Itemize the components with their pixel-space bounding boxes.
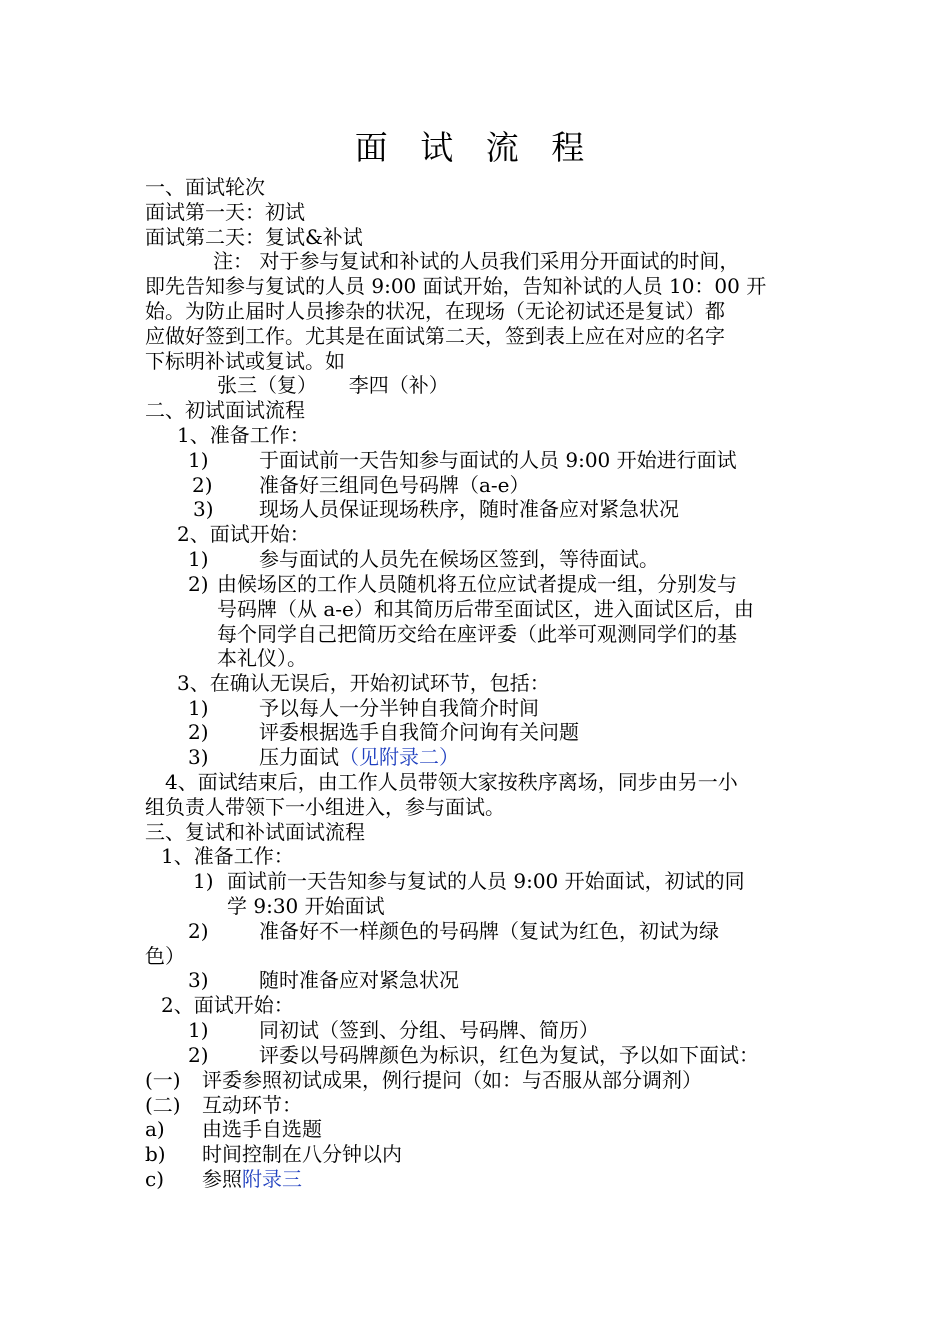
note-line-1: 注： 对于参与复试和补试的人员我们采用分开面试的时间， <box>213 249 740 273</box>
sign-in-example: 张三（复） 李四（补） <box>217 373 449 397</box>
s2-prep-item1-number: 1) <box>188 448 209 472</box>
s2-start-heading: 2、面试开始： <box>177 522 310 546</box>
s2-prep-item2-number: 2) <box>192 473 213 497</box>
s3-prep-item3-number: 3) <box>188 968 209 992</box>
s2-initial-item3-text: 压力面试 <box>259 745 339 769</box>
s2-start-item2-line1: 由候场区的工作人员随机将五位应试者提成一组，分别发与 <box>217 572 737 596</box>
section3-heading: 三、复试和补试面试流程 <box>145 820 365 844</box>
s3-sub2-number: (二) <box>145 1093 181 1117</box>
s2-initial-item3-number: 3) <box>188 745 209 769</box>
s3-sub2-a-letter: a) <box>145 1117 165 1141</box>
appendix2-link[interactable]: （见附录二） <box>339 745 459 769</box>
section2-heading: 二、初试面试流程 <box>145 398 305 422</box>
note-line-3: 始。为防止届时人员掺杂的状况，在现场（无论初试还是复试）都 <box>145 299 725 323</box>
s3-prep-item1-number: 1) <box>193 869 214 893</box>
s3-prep-item2-line2: 色） <box>145 944 185 968</box>
s2-initial-item2-text: 评委根据选手自我简介问询有关问题 <box>259 720 579 744</box>
note-line-4: 应做好签到工作。尤其是在面试第二天，签到表上应在对应的名字 <box>145 324 725 348</box>
s3-sub2-c <box>202 1167 302 1191</box>
s3-sub2-c-text: 参照 <box>202 1167 242 1191</box>
s2-prep-heading: 1、准备工作： <box>177 423 310 447</box>
s3-start-item2-number: 2) <box>188 1043 209 1067</box>
s2-initial-item1-number: 1) <box>188 696 209 720</box>
s3-start-heading: 2、面试开始： <box>161 993 294 1017</box>
s2-start-item2-line3: 每个同学自己把简历交给在座评委（此举可观测同学们的基 <box>217 622 737 646</box>
document-title: 面 试 流 程 <box>354 128 596 167</box>
s2-initial-item1-text: 予以每人一分半钟自我简介时间 <box>259 696 539 720</box>
appendix3-link[interactable]: 附录三 <box>242 1167 302 1191</box>
s3-prep-item2-line1: 准备好不一样颜色的号码牌（复试为红色，初试为绿 <box>259 919 719 943</box>
note-line-5: 下标明补试或复试。如 <box>145 349 345 373</box>
section1-heading: 一、面试轮次 <box>145 175 265 199</box>
s2-initial-heading: 3、在确认无误后，开始初试环节，包括： <box>177 671 550 695</box>
s3-sub2-text: 互动环节： <box>202 1093 302 1117</box>
day2-text: 面试第二天：复试&补试 <box>145 225 363 249</box>
s2-prep-item2-text: 准备好三组同色号码牌（a-e） <box>259 473 530 497</box>
s3-sub2-c-letter: c) <box>145 1167 165 1191</box>
s2-prep-item3-text: 现场人员保证现场秩序，随时准备应对紧急状况 <box>259 497 679 521</box>
s3-prep-item3-text: 随时准备应对紧急状况 <box>259 968 459 992</box>
s2-end-line1: 4、面试结束后，由工作人员带领大家按秩序离场，同步由另一小 <box>165 770 738 794</box>
s3-sub2-b-text: 时间控制在八分钟以内 <box>202 1142 402 1166</box>
s3-start-item1-number: 1) <box>188 1018 209 1042</box>
s2-end-line2: 组负责人带领下一小组进入，参与面试。 <box>145 795 505 819</box>
s3-sub1-text: 评委参照初试成果，例行提问（如：与否服从部分调剂） <box>202 1068 702 1092</box>
s3-sub2-b-letter: b) <box>145 1142 166 1166</box>
s3-sub1-number: (一) <box>145 1068 181 1092</box>
day1-text: 面试第一天：初试 <box>145 200 305 224</box>
s3-prep-heading: 1、准备工作： <box>161 844 294 868</box>
s2-start-item1-text: 参与面试的人员先在候场区签到，等待面试。 <box>259 547 659 571</box>
s2-start-item2-line2: 号码牌（从 a-e）和其简历后带至面试区，进入面试区后，由 <box>217 597 754 621</box>
s3-start-item2-text: 评委以号码牌颜色为标识，红色为复试，予以如下面试： <box>259 1043 759 1067</box>
s2-start-item2-line4: 本礼仪）。 <box>217 646 307 670</box>
s3-prep-item1-line2: 学 9:30 开始面试 <box>227 894 385 918</box>
s2-start-item2-number: 2) <box>188 572 209 596</box>
s3-prep-item1-line1: 面试前一天告知参与复试的人员 9:00 开始面试，初试的同 <box>227 869 745 893</box>
s3-start-item1-text: 同初试（签到、分组、号码牌、简历） <box>259 1018 599 1042</box>
s2-prep-item3-number: 3) <box>193 497 214 521</box>
s2-initial-item2-number: 2) <box>188 720 209 744</box>
s2-start-item1-number: 1) <box>188 547 209 571</box>
s3-sub2-a-text: 由选手自选题 <box>202 1117 322 1141</box>
note-line-2: 即先告知参与复试的人员 9:00 面试开始，告知补试的人员 10：00 开 <box>145 274 767 298</box>
s3-prep-item2-number: 2) <box>188 919 209 943</box>
s2-prep-item1-text: 于面试前一天告知参与面试的人员 9:00 开始进行面试 <box>259 448 737 472</box>
s2-initial-item3 <box>259 745 459 769</box>
